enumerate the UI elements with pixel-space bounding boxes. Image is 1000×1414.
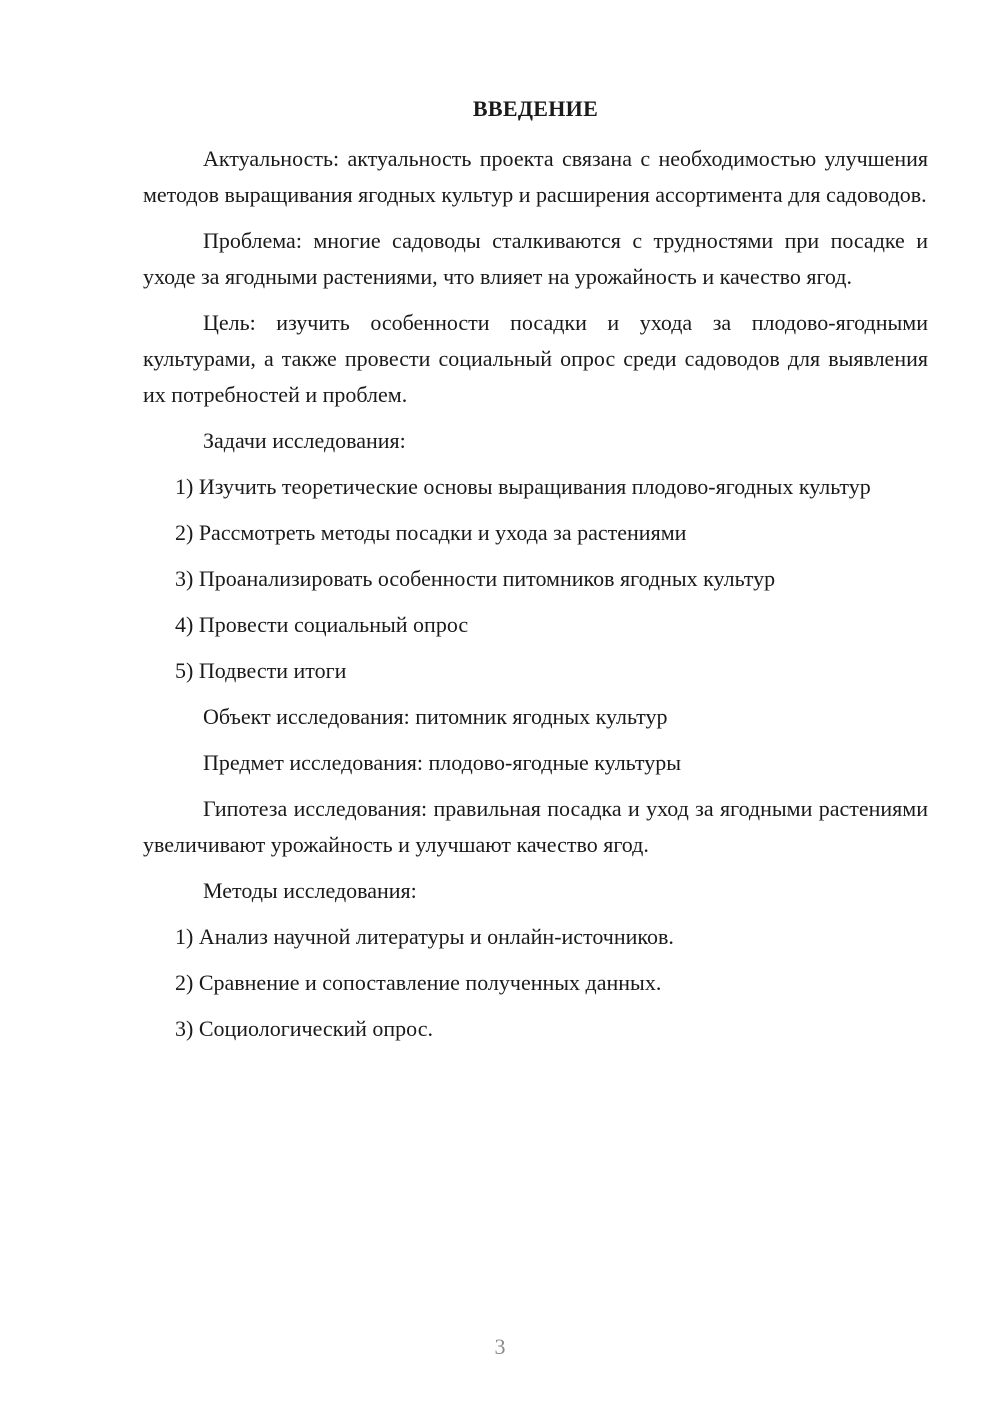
task-item: 1) Изучить теоретические основы выращивания плодово-ягодных культур <box>175 474 871 499</box>
task-item: 5) Подвести итоги <box>175 658 347 683</box>
document-page <box>143 92 928 1047</box>
goal-paragraph: Цель: изучить особенности посадки и ухода за плодово-ягодными культурами, а также провести социальный опрос среди садоводов для выявления их потребностей и проблем. <box>143 310 928 407</box>
object-paragraph: Объект исследования: питомник ягодных культур <box>203 704 668 729</box>
tasks-title: Задачи исследования: <box>203 428 406 453</box>
subject-paragraph: Предмет исследования: плодово-ягодные культуры <box>203 750 681 775</box>
page-number: 3 <box>494 1334 506 1359</box>
methods-title: Методы исследования: <box>203 878 417 903</box>
task-item: 3) Проанализировать особенности питомников ягодных культур <box>175 566 776 591</box>
problem-paragraph: Проблема: многие садоводы сталкиваются с трудностями при посадке и уходе за ягодными растениями, что влияет на урожайность и качество ягод. <box>143 228 928 289</box>
method-item: 3) Социологический опрос. <box>175 1016 433 1041</box>
task-item: 4) Провести социальный опрос <box>175 612 469 637</box>
method-item: 1) Анализ научной литературы и онлайн-источников. <box>175 924 674 949</box>
task-item: 2) Рассмотреть методы посадки и ухода за растениями <box>175 520 687 545</box>
section-heading: ВВЕДЕНИЕ <box>472 96 599 121</box>
method-item: 2) Сравнение и сопоставление полученных данных. <box>175 970 662 995</box>
relevance-paragraph: Актуальность: актуальность проекта связана с необходимостью улучшения методов выращивания ягодных культур и расширения ассортимента для садоводов. <box>143 146 928 207</box>
hypothesis-paragraph: Гипотеза исследования: правильная посадка и уход за ягодными растениями увеличивают урожайность и улучшают качество ягод. <box>143 796 928 857</box>
